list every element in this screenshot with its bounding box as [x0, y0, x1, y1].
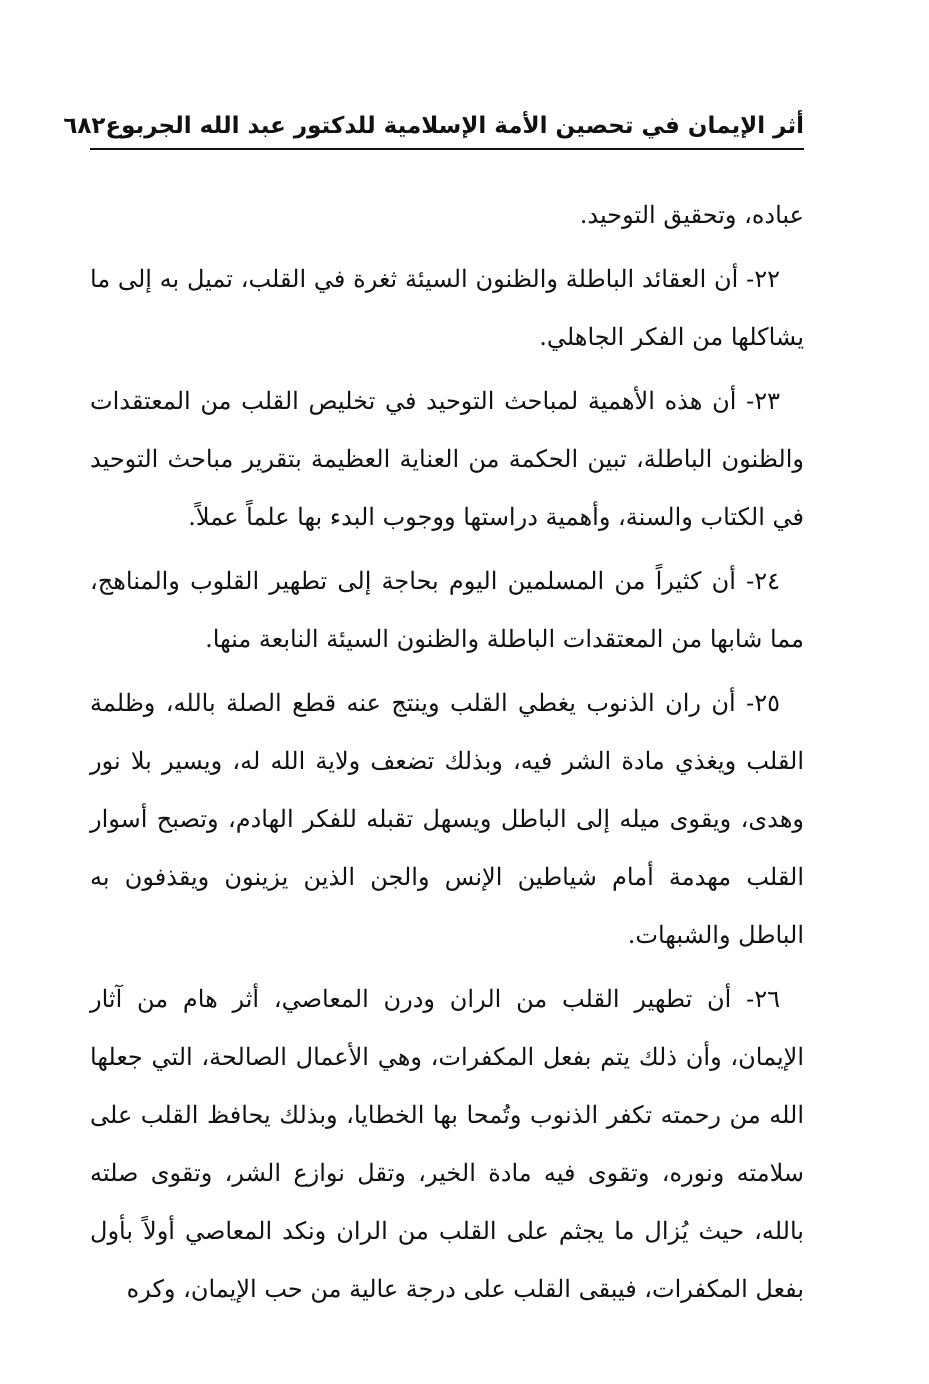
paragraph-item-26: ٢٦- أن تطهير القلب من الران ودرن المعاصي، أثر هام من آثار الإيمان، وأن ذلك يتم بفعل المكفرات، وهي الأعمال الصالحة، التي جعلها الله من رحمته تكفر الذنوب وتُمحا بها الخطايا، وبذلك يحافظ القلب على سلامته ونوره، وتقوى فيه مادة الخير، وتقل نوازع الشر، وتقوى صلته بالله، حيث يُزال ما يجثم على القلب من الران ونكد المعاصي أولاً بأول بفعل المكفرات، فيبقى القلب على درجة عالية من حب الإيمان، وكره — [90, 985, 804, 1303]
paragraph-item-22: ٢٢- أن العقائد الباطلة والظنون السيئة ثغرة في القلب، تميل به إلى ما يشاكلها من الفكر الجاهلي. — [90, 265, 804, 351]
paragraph-item-25: ٢٥- أن ران الذنوب يغطي القلب وينتج عنه قطع الصلة بالله، وظلمة القلب ويغذي مادة الشر فيه، وبذلك تضعف ولاية الله له، ويسير بلا نور وهدى، ويقوى ميله إلى الباطل ويسهل تقبله للفكر الهادم، وتصبح أسوار القلب مهدمة أمام شياطين الإنس والجن الذين يزينون ويقذفون به الباطل والشبهات. — [90, 689, 804, 949]
body-text — [90, 186, 804, 1324]
paragraph-continuation: عباده، وتحقيق التوحيد. — [579, 201, 804, 229]
page-number: ٦٨٢ — [63, 113, 106, 139]
running-header — [63, 104, 804, 144]
paragraph-item-23: ٢٣- أن هذه الأهمية لمباحث التوحيد في تخليص القلب من المعتقدات والظنون الباطلة، تبين الحكمة من العناية العظيمة بتقرير مباحث التوحيد في الكتاب والسنة، وأهمية دراستها ووجوب البدء بها علماً عملاً. — [90, 387, 804, 531]
paragraph-item-24: ٢٤- أن كثيراً من المسلمين اليوم بحاجة إلى تطهير القلوب والمناهج، مما شابها من المعتقدات الباطلة والظنون السيئة النابعة منها. — [90, 567, 804, 653]
header-divider — [90, 148, 804, 150]
header-title: أثر الإيمان في تحصين الأمة الإسلامية للدكتور عبد الله الجربوع — [105, 113, 804, 139]
